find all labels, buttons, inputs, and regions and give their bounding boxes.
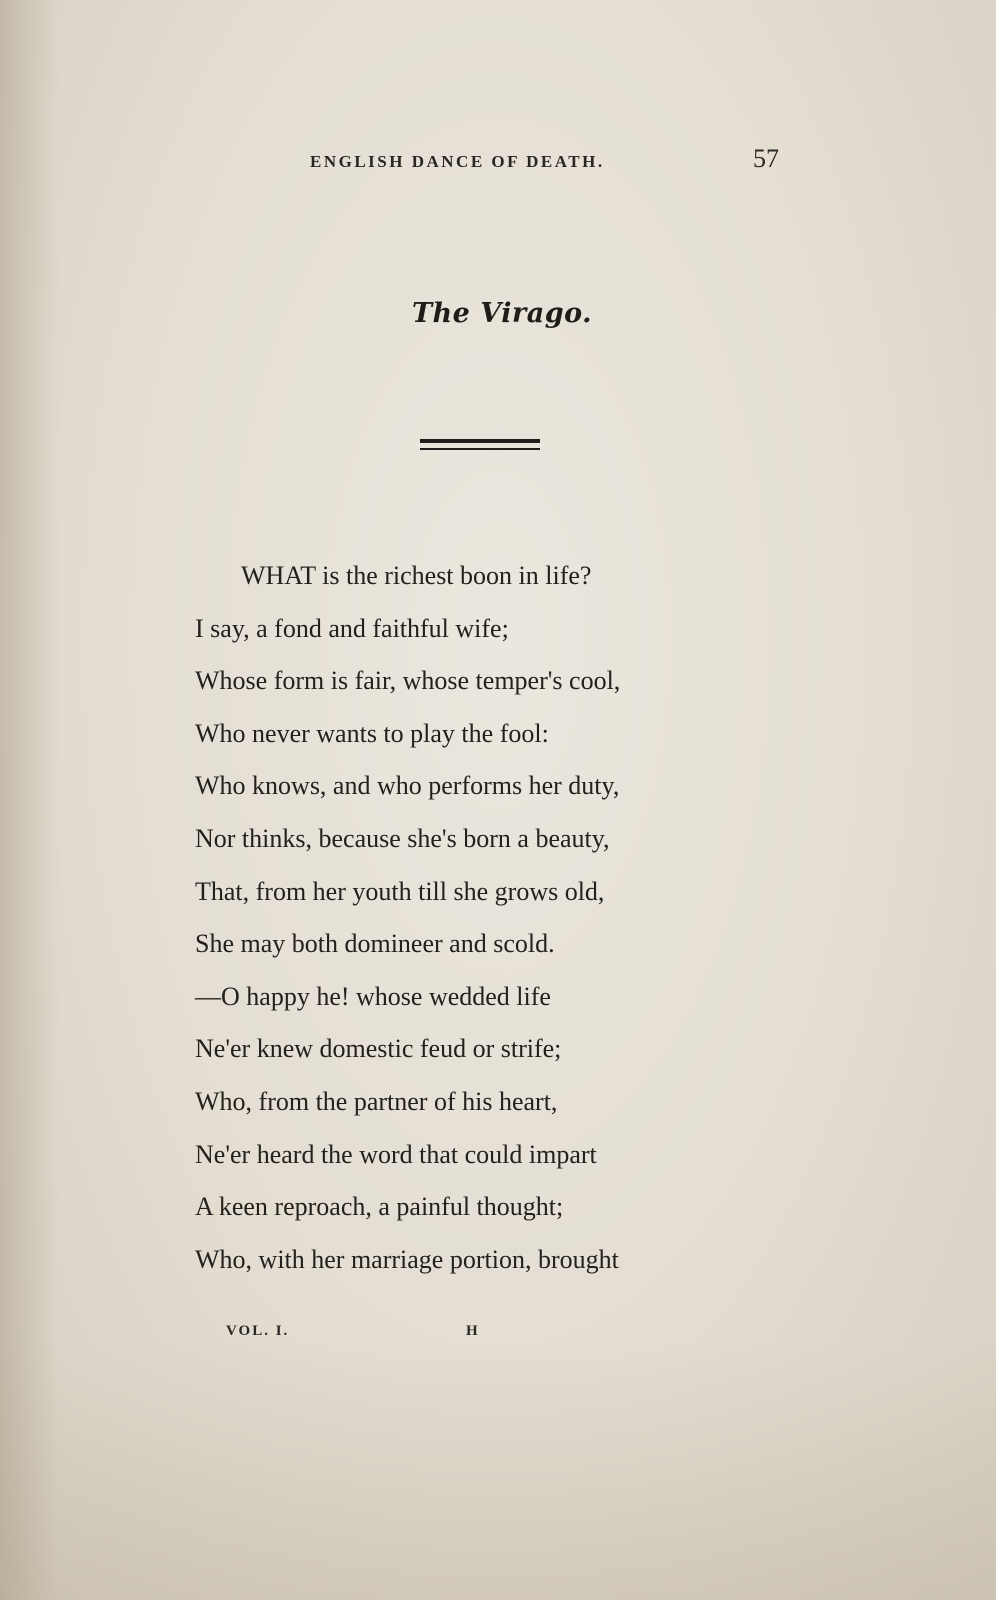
poem-line: Ne'er knew domestic feud or strife; bbox=[195, 1034, 562, 1064]
title-rule-thin bbox=[420, 448, 540, 450]
poem-line: Ne'er heard the word that could impart bbox=[195, 1139, 597, 1169]
poem-line: She may both domineer and scold. bbox=[195, 929, 555, 959]
poem-line: I say, a fond and faithful wife; bbox=[195, 613, 509, 643]
poem-line: Nor thinks, because she's born a beauty, bbox=[195, 823, 610, 853]
poem-line: Who, with her marriage portion, brought bbox=[195, 1244, 619, 1274]
running-head: ENGLISH DANCE OF DEATH. bbox=[310, 152, 605, 171]
poem-line: A keen reproach, a painful thought; bbox=[195, 1192, 564, 1222]
poem-line: That, from her youth till she grows old, bbox=[195, 876, 605, 906]
poem-line: WHAT is the richest boon in life? bbox=[241, 561, 592, 590]
poem-line: —O happy he! whose wedded life bbox=[195, 981, 551, 1011]
poem-line: Who, from the partner of his heart, bbox=[195, 1086, 558, 1116]
poem-line: Who never wants to play the fool: bbox=[195, 718, 549, 748]
page-number: 57 bbox=[753, 144, 779, 173]
poem-title: The Virago. bbox=[411, 298, 593, 329]
poem-line: Who knows, and who performs her duty, bbox=[195, 771, 620, 801]
poem-body bbox=[195, 550, 815, 1286]
signature-mark: H bbox=[466, 1323, 478, 1339]
page-bottom-shadow bbox=[0, 1340, 996, 1600]
volume-mark: VOL. I. bbox=[226, 1323, 290, 1339]
title-rule-thick bbox=[420, 439, 540, 443]
poem-line: Whose form is fair, whose temper's cool, bbox=[195, 666, 621, 696]
